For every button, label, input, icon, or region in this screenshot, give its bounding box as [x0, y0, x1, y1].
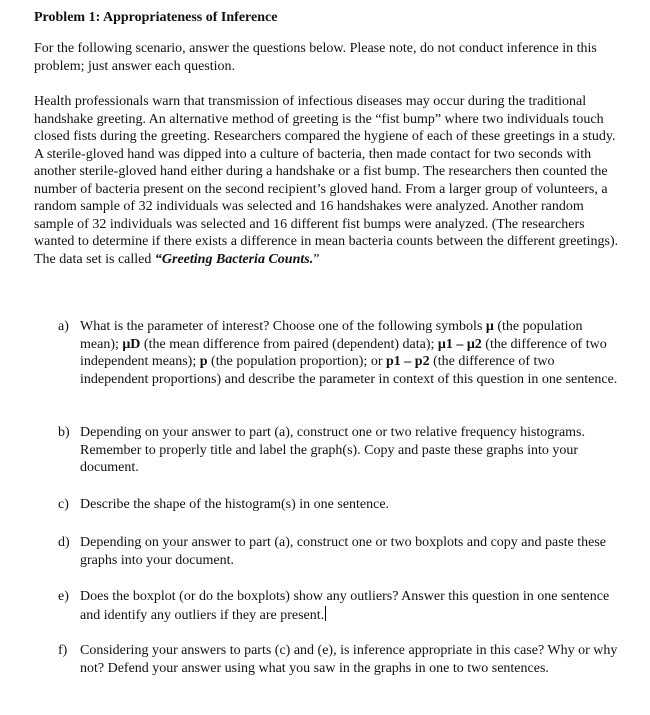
dataset-name: “Greeting Bacteria Counts. [154, 251, 314, 267]
problem-title: Problem 1: Appropriateness of Inference [34, 10, 278, 25]
symbol-mu-desc: (the population mean); [80, 319, 583, 352]
intro-paragraph: For the following scenario, answer the questions below. Please note, do not conduct inference in this problem; just answer each question. [34, 41, 597, 74]
question-b [58, 424, 618, 477]
question-letter: f) [58, 643, 68, 658]
symbol-p1-p2: p1 – p2 [386, 354, 430, 369]
question-text[interactable] [80, 588, 618, 624]
question-text [80, 318, 618, 388]
question-text: Depending on your answer to part (a), construct one or two relative frequency histograms. Remember to properly title and label the graph(s). Copy and paste these graphs into your document. [80, 425, 586, 475]
symbol-mu-d: μD [122, 336, 141, 352]
question-letter: d) [58, 535, 70, 550]
symbol-p: p [199, 354, 208, 369]
text-cursor [325, 606, 326, 621]
scenario-paragraph [34, 93, 626, 268]
dataset-close-quote: ” [313, 251, 320, 267]
question-c [58, 496, 618, 514]
question-letter: e) [58, 589, 69, 604]
question-a [58, 318, 618, 388]
question-text: Considering your answers to parts (c) and (e), is inference appropriate in this case? Why or why not? Defend your answer using what you saw in the graphs in one to two sentences. [80, 643, 618, 676]
symbol-mu-d-desc: (the mean difference from paired (dependent) data); [140, 336, 438, 352]
symbol-p-desc: (the population proportion); or [207, 354, 387, 369]
question-letter: c) [58, 497, 69, 512]
symbol-mu1-mu2: μ1 – μ2 [437, 336, 482, 352]
question-f [58, 642, 618, 677]
scenario-text: Health professionals warn that transmission of infectious diseases may occur during the traditional handshake greeting. An alternative method of greeting is the “fist bump” where two individuals touch closed fists during the greeting. Researchers compared the hygiene of each of these greetings in a study. A sterile-gloved hand was dipped into a culture of bacteria, then made contact for two seconds with another sterile-gloved hand either during a handshake or a fist bump. The researchers then counted the number of bacteria present on the second recipient’s gloved hand. From a larger group of volunteers, a random sample of 32 individuals was selected and 16 handshakes were analyzed. Another random sample of 32 individuals was selected and 16 different fist bumps were analyzed. (The researchers wanted to determine if there exists a difference in mean bacteria counts between the different greetings). The data set is called [34, 94, 619, 267]
symbol-p1-p2-desc: (the difference of two independent proportions) and describe the parameter in context of this question in one sentence. [80, 354, 618, 387]
question-text: Depending on your answer to part (a), construct one or two boxplots and copy and paste these graphs into your document. [80, 535, 607, 568]
question-e-text: Does the boxplot (or do the boxplots) show any outliers? Answer this question in one sentence and identify any outliers if they are present. [80, 589, 610, 623]
question-letter: a) [58, 319, 69, 334]
symbol-mu: μ [485, 319, 494, 334]
question-d [58, 534, 618, 569]
symbol-mu1-mu2-desc: (the difference of two independent means); [80, 336, 607, 369]
question-text: Describe the shape of the histogram(s) in one sentence. [80, 497, 390, 512]
question-a-text: What is the parameter of interest? Choose one of the following symbols [80, 319, 483, 334]
question-e [58, 588, 618, 624]
question-letter: b) [58, 425, 70, 440]
